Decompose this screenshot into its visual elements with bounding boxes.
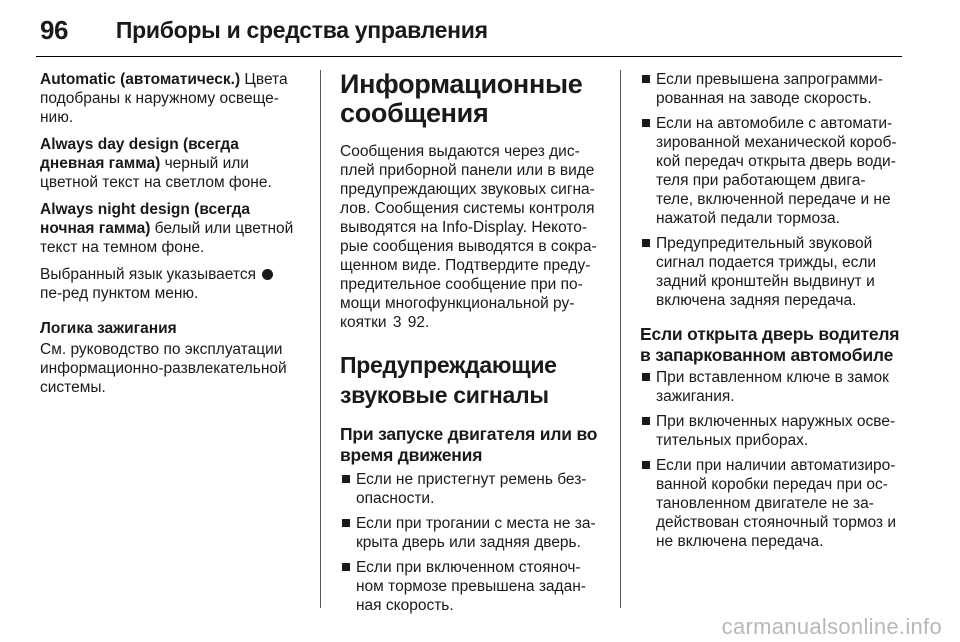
list-item: Если не пристегнут ремень без-опасности. <box>340 470 602 508</box>
list-item: При включенных наружных осве-тительных приборах. <box>640 412 902 450</box>
always-day-text: черный или цветной текст на светлом фоне. <box>40 155 272 191</box>
column-3 <box>640 70 902 551</box>
column-2 <box>340 70 602 615</box>
square-bullet-icon <box>342 563 350 571</box>
list-item: Если при включенном стояноч-ном тормозе превышена задан-ная скорость. <box>340 558 602 615</box>
square-bullet-icon <box>642 119 650 127</box>
page-number: 96 <box>40 14 68 45</box>
parked-door-heading: Если открыта дверь водителя в запаркованном автомобиле <box>640 324 900 365</box>
column-divider-1 <box>320 70 321 608</box>
square-bullet-icon <box>342 475 350 483</box>
list-item: Если при наличии автоматизиро-ванной коробки передач при ос-тановленном двигателе не за-действован стояночный тормоз и не включена передача. <box>640 456 902 551</box>
bullet-dot-icon <box>262 269 273 280</box>
list-item: Если превышена запрограмми-рованная на заводе скорость. <box>640 70 902 108</box>
parked-door-list <box>640 368 902 551</box>
always-night-paragraph <box>40 200 298 257</box>
engine-start-list <box>340 470 602 615</box>
ignition-logic-heading: Логика зажигания <box>40 320 177 337</box>
automatic-text: Цвета подобраны к наружному освеще-нию. <box>40 71 288 126</box>
list-item: Предупредительный звуковой сигнал подается трижды, если задний кронштейн выдвинут и включена задняя передача. <box>640 234 902 310</box>
warning-signals-heading: Предупреждающие звуковые сигналы <box>340 352 557 408</box>
selected-language-paragraph <box>40 265 298 303</box>
always-night-text: белый или цветной текст на темном фоне. <box>40 220 294 256</box>
list-item: При вставленном ключе в замок зажигания. <box>640 368 902 406</box>
always-day-paragraph <box>40 135 298 192</box>
always-night-term: Always night design (всегда ночная гамма) <box>40 201 251 237</box>
automatic-term: Automatic (автоматическ.) <box>40 71 241 88</box>
column-divider-2 <box>620 70 621 608</box>
engine-start-subheading: При запуске двигателя или во время движения <box>340 424 598 465</box>
watermark: carmanualsonline.info <box>721 614 942 639</box>
selected-language-text-after: пе-ред пунктом меню. <box>40 285 199 302</box>
info-messages-intro <box>340 142 602 332</box>
header-divider <box>36 56 902 57</box>
ignition-logic-text: См. руководство по эксплуатации информационно-развлекательной системы. <box>40 341 287 396</box>
selected-language-text-before: Выбранный язык указывается <box>40 266 261 283</box>
warning-conditions-list <box>640 70 902 310</box>
automatic-paragraph <box>40 70 298 127</box>
square-bullet-icon <box>342 519 350 527</box>
page-title: Приборы и средства управления <box>115 16 488 43</box>
square-bullet-icon <box>642 373 650 381</box>
square-bullet-icon <box>642 75 650 83</box>
page-reference-arrow-icon: 3 <box>392 314 402 331</box>
square-bullet-icon <box>642 239 650 247</box>
page-header <box>40 10 488 50</box>
intro-page-ref: 92. <box>403 314 430 331</box>
square-bullet-icon <box>642 461 650 469</box>
square-bullet-icon <box>642 417 650 425</box>
column-1 <box>40 70 298 397</box>
always-day-term: Always day design (всегда дневная гамма) <box>40 136 239 172</box>
list-item: Если при трогании с места не за-крыта дверь или задняя дверь. <box>340 514 602 552</box>
list-item: Если на автомобиле с автомати-зированной механической короб-кой передач открыта дверь води-теля при работающем двига-теле, включенной передаче и не нажатой педали тормоза. <box>640 114 902 228</box>
intro-text: Сообщения выдаются через дис-плей приборной панели или в виде предупреждающих звуковых сигна-лов. Сообщения системы контроля выводятся на Info-Display. Некото-рые сообщения выводятся в сокра-щенном виде. Подтвердите преду-предительное сообщение при по-мощи многофункциональной ру-коятки <box>340 143 597 331</box>
info-messages-heading: Информационные сообщения <box>340 69 583 128</box>
